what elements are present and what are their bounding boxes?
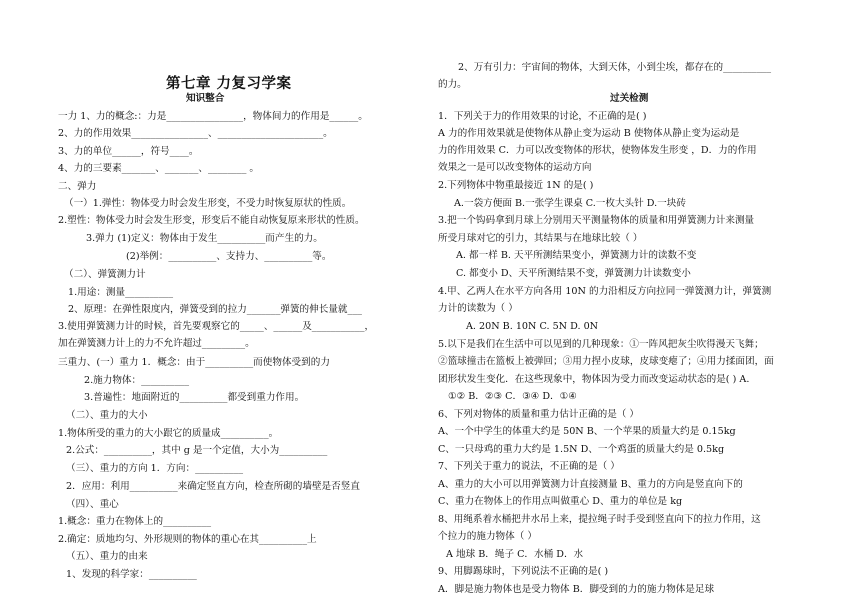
right-line: ②篮球撞击在篮板上被弹回；③用力捏小皮球，皮球变瘪了；④用力揉面团，面	[438, 356, 774, 367]
section-title-knowledge: 知识整合	[186, 93, 225, 104]
right-line: A. 都一样 B. 天平所测结果变小，弹簧测力计的读数不变	[456, 250, 697, 261]
right-line: C、一只母鸡的重力大约是 1.5N D、一个鸡蛋的质量大约是 0.5kg	[438, 444, 725, 455]
left-line: 二、弹力	[58, 181, 97, 192]
left-line: 1.概念：重力在物体上的__________	[58, 516, 212, 527]
left-line: 三重力、(一）重力 1．概念：由于__________而使物体受到的力	[58, 357, 330, 368]
left-line: 一力 1、力的概念:：力是________________，物体间力的作用是______。	[58, 111, 368, 122]
right-line: 力的作用效果 C．力可以改变物体的形状，使物体发生形变 ，D．力的作用	[438, 145, 757, 156]
right-line: 团形状发生变化．在这些现象中，物体因为受力而改变运动状态的是( ) A.	[438, 374, 750, 385]
right-line: 8、用绳系着水桶把井水吊上来，提拉绳子时手受到竖直向下的拉力作用，这	[438, 514, 761, 525]
left-line: 2.施力物体：__________	[84, 375, 190, 386]
left-line: 1、发现的科学家：__________	[66, 569, 197, 580]
right-line: 7、下列关于重力的说法，不正确的是（ ）	[438, 461, 620, 472]
left-line: （一）1.弹性：物体受力时会发生形变，不受力时恢复原状的性质。	[64, 198, 352, 209]
right-line: 所受月球对它的引力，其结果与在地球比较（ ）	[438, 233, 643, 244]
right-line: 3.把一个钩码拿到月球上分别用天平测量物体的质量和用弹簧测力计来测量	[438, 215, 755, 226]
right-line: A、一个中学生的体重大约是 50N B、一个苹果的质量大约是 0.15kg	[438, 426, 736, 437]
left-line: 加在弹簧测力计上的力不允许超过_________。	[58, 338, 255, 349]
right-line: A.一袋方便面 B.一张学生课桌 C.一枚大头针 D.一块砖	[454, 198, 686, 209]
right-line: 5.以下是我们在生活中可以见到的几种现象：①一阵风把灰尘吹得漫天飞舞；	[438, 339, 764, 350]
left-line: 3.使用弹簧测力计的时候，首先要观察它的_____、______及___________，	[58, 321, 375, 332]
right-line: 9、用脚踢球时，下列说法不正确的是( )	[438, 566, 609, 577]
right-line: ①② B．②③ C．③④ D．①④	[448, 391, 577, 402]
right-line: 2.下列物体中物重最接近 1N 的是( )	[438, 180, 594, 191]
left-line: 4、力的三要素_______、_______、________ 。	[58, 163, 260, 174]
right-line: C. 都变小 D、天平所测结果不变，弹簧测力计读数变小	[456, 268, 691, 279]
right-line: 6、下列对物体的质量和重力估计正确的是（ ）	[438, 409, 640, 420]
left-line: （二）、重力的大小	[66, 410, 148, 421]
left-line: 2．应用：利用__________来确定竖直方向，检查所砌的墙壁是否竖直	[66, 481, 360, 492]
left-line: 1.用途：测量__________	[68, 287, 174, 298]
left-line: 2、力的作用效果________________、______________________。	[58, 128, 333, 139]
left-line: （四）、重心	[66, 499, 119, 510]
right-line: C、重力在物体上的作用点叫做重心 D、重力的单位是 kg	[438, 496, 683, 507]
right-line: A．脚是施力物体也是受力物体 B．脚受到的力的施力物体是足球	[438, 584, 715, 595]
right-line: A、重力的大小可以用弹簧测力计直接测量 B、重力的方向是竖直向下的	[438, 479, 743, 490]
left-line: （五）、重力的由来	[66, 551, 148, 562]
left-line: 2、原理：在弹性限度内，弹簧受到的拉力_______弹簧的伸长量就___	[68, 304, 362, 315]
right-line: A. 20N B. 10N C. 5N D. 0N	[466, 321, 599, 332]
right-intro-line: 2、万有引力：宇宙间的物体，大到天体，小到尘埃，都存在的__________	[458, 62, 772, 73]
left-line: 1.物体所受的重力的大小跟它的质量成__________。	[58, 428, 279, 439]
left-line: 2.确定：质地均匀、外形规则的物体的重心在其__________上	[58, 534, 317, 545]
right-line: 1．下列关于力的作用效果的讨论，不正确的是( )	[438, 111, 647, 122]
left-line: （二）、弹簧测力计	[64, 269, 146, 280]
left-line: 3、力的单位______，符号____。	[58, 146, 199, 157]
left-line: 3.弹力 (1)定义：物体由于发生__________而产生的力。	[86, 233, 323, 244]
left-line: 2.塑性：物体受力时会发生形变，形变后不能自动恢复原来形状的性质。	[58, 215, 365, 226]
right-line: 效果之一是可以改变物体的运动方向	[438, 162, 592, 173]
section-title-test: 过关检测	[610, 93, 649, 104]
page-title: 第七章 力复习学案	[166, 75, 292, 92]
right-line: 个拉力的施力物体（ ）	[438, 531, 537, 542]
left-line: 3.普遍性：地面附近的__________都受到重力作用。	[84, 392, 305, 403]
right-line: 力计的读数为（ ）	[438, 303, 518, 314]
right-line: A 地球 B．绳子 C．水桶 D．水	[446, 549, 584, 560]
right-line: A 力的作用效果就是使物体从静止变为运动 B 使物体从静止变为运动是	[438, 128, 740, 139]
left-line: 2.公式：__________，其中 g 是一个定值，大小为__________	[66, 445, 328, 456]
right-intro-line: 的力。	[438, 79, 467, 90]
left-line: (2)举例：__________、支持力、__________等。	[126, 251, 332, 262]
right-line: 4.甲、乙两人在水平方向各用 10N 的力沿相反方向拉同一弹簧测力计，弹簧测	[438, 286, 772, 297]
left-line: （三）、重力的方向 1．方向：__________	[66, 463, 244, 474]
